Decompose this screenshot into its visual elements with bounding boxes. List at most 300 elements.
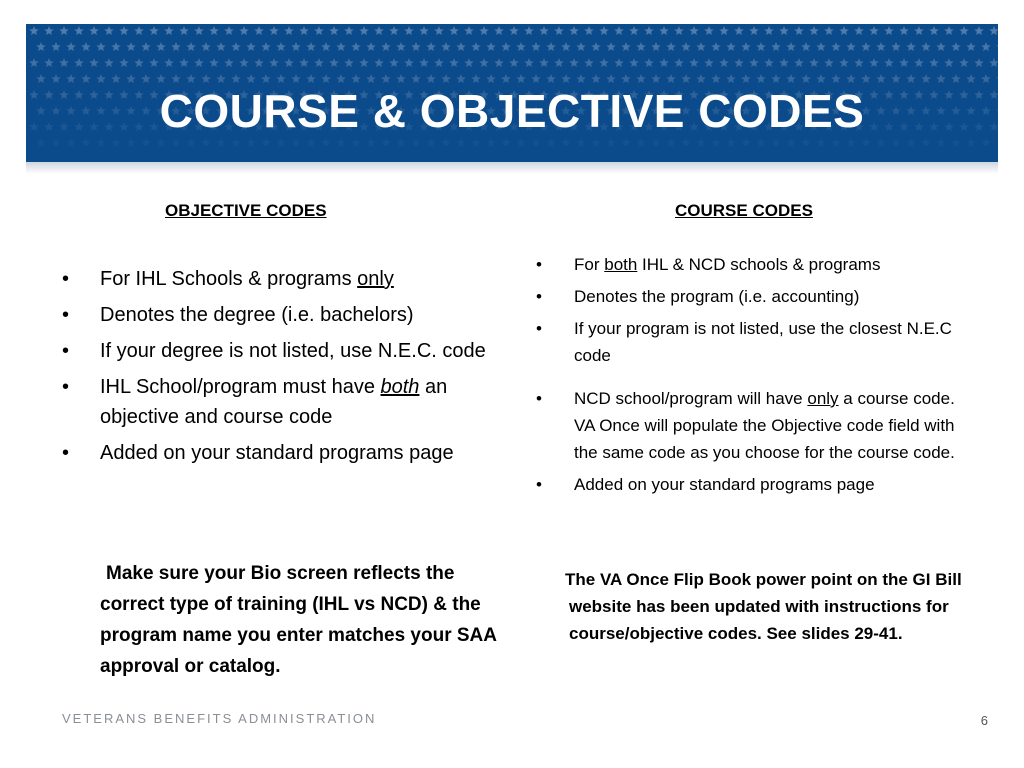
star-icon <box>66 42 76 51</box>
star-icon <box>734 26 744 35</box>
star-icon <box>944 26 954 35</box>
slide-title: COURSE & OBJECTIVE CODES <box>159 85 865 137</box>
star-icon <box>201 42 211 51</box>
star-icon <box>606 42 616 51</box>
star-icon <box>74 58 84 67</box>
star-icon <box>584 58 594 67</box>
star-icon <box>771 42 781 51</box>
star-icon <box>771 74 781 83</box>
star-icon <box>944 58 954 67</box>
star-icon <box>261 42 271 51</box>
star-icon <box>854 26 864 35</box>
star-icon <box>711 42 721 51</box>
star-icon <box>209 58 219 67</box>
star-icon <box>381 138 391 147</box>
star-icon <box>381 74 391 83</box>
list-item: • Denotes the program (i.e. accounting) <box>530 283 960 310</box>
star-icon <box>434 26 444 35</box>
star-icon <box>824 26 834 35</box>
star-icon <box>554 26 564 35</box>
star-icon <box>321 138 331 147</box>
star-icon <box>434 58 444 67</box>
star-icon <box>501 138 511 147</box>
star-icon <box>966 42 976 51</box>
star-icon <box>614 58 624 67</box>
star-icon <box>591 42 601 51</box>
star-icon <box>81 138 91 147</box>
star-icon <box>801 138 811 147</box>
star-icon <box>501 74 511 83</box>
star-icon <box>411 42 421 51</box>
star-icon <box>741 42 751 51</box>
star-icon <box>449 26 459 35</box>
star-icon <box>479 26 489 35</box>
star-icon <box>329 58 339 67</box>
star-icon <box>756 74 766 83</box>
star-icon <box>794 26 804 35</box>
star-icon <box>831 138 841 147</box>
star-icon <box>831 74 841 83</box>
star-icon <box>524 26 534 35</box>
star-icon <box>51 74 61 83</box>
star-icon <box>171 138 181 147</box>
star-icon <box>891 74 901 83</box>
star-icon <box>471 74 481 83</box>
star-icon <box>666 42 676 51</box>
star-icon <box>906 74 916 83</box>
star-icon <box>614 26 624 35</box>
star-icon <box>659 58 669 67</box>
star-icon <box>336 74 346 83</box>
star-icon <box>74 26 84 35</box>
star-icon <box>216 42 226 51</box>
star-icon <box>779 26 789 35</box>
star-icon <box>546 138 556 147</box>
star-icon <box>561 74 571 83</box>
star-icon <box>509 58 519 67</box>
star-icon <box>269 58 279 67</box>
star-icon <box>29 26 39 35</box>
star-icon <box>374 26 384 35</box>
star-icon <box>419 26 429 35</box>
star-icon <box>711 74 721 83</box>
star-icon <box>846 42 856 51</box>
star-icon <box>141 138 151 147</box>
list-item: • Added on your standard programs page <box>530 471 960 498</box>
list-item: • NCD school/program will have only a course code. VA Once will populate the Objective code field with the same code as you choose for the course code. <box>530 385 960 466</box>
star-icon <box>621 138 631 147</box>
star-icon <box>119 26 129 35</box>
star-icon <box>711 138 721 147</box>
star-icon <box>284 26 294 35</box>
footer-organization: VETERANS BENEFITS ADMINISTRATION <box>62 711 377 726</box>
star-icon <box>674 58 684 67</box>
star-icon <box>314 26 324 35</box>
star-icon <box>756 42 766 51</box>
star-icon <box>779 58 789 67</box>
star-icon <box>786 74 796 83</box>
flip-book-note: The VA Once Flip Book power point on the GI Bill website has been updated with instructions for course/objective codes. See slides 29-41. <box>565 570 962 643</box>
star-icon <box>741 74 751 83</box>
star-icon <box>374 58 384 67</box>
star-icon <box>726 138 736 147</box>
star-icon <box>59 26 69 35</box>
list-item: • For both IHL & NCD schools & programs <box>530 251 960 278</box>
star-icon <box>366 42 376 51</box>
star-icon <box>726 74 736 83</box>
star-icon <box>276 42 286 51</box>
star-icon <box>216 74 226 83</box>
star-icon <box>426 74 436 83</box>
star-icon <box>44 26 54 35</box>
star-icon <box>644 58 654 67</box>
star-icon <box>96 138 106 147</box>
star-icon <box>539 58 549 67</box>
star-icon <box>621 42 631 51</box>
star-icon <box>921 138 931 147</box>
star-icon <box>666 138 676 147</box>
list-item: • Denotes the degree (i.e. bachelors) <box>56 300 496 330</box>
star-icon <box>254 58 264 67</box>
star-icon <box>906 138 916 147</box>
star-icon <box>599 58 609 67</box>
star-icon <box>951 42 961 51</box>
star-icon <box>846 138 856 147</box>
star-icon <box>104 58 114 67</box>
star-icon <box>996 138 998 147</box>
star-icon <box>351 42 361 51</box>
star-icon <box>359 26 369 35</box>
star-icon <box>261 138 271 147</box>
star-icon <box>134 58 144 67</box>
star-icon <box>306 42 316 51</box>
star-icon <box>149 58 159 67</box>
star-icon <box>134 26 144 35</box>
star-icon <box>449 58 459 67</box>
star-icon <box>246 74 256 83</box>
star-icon <box>876 74 886 83</box>
star-icon <box>516 138 526 147</box>
star-icon <box>569 58 579 67</box>
star-icon <box>411 74 421 83</box>
star-icon <box>891 42 901 51</box>
star-icon <box>396 74 406 83</box>
star-icon <box>764 26 774 35</box>
star-icon <box>231 138 241 147</box>
course-codes-list <box>530 251 960 503</box>
star-icon <box>186 138 196 147</box>
list-item: • Added on your standard programs page <box>56 438 496 468</box>
star-icon <box>914 58 924 67</box>
star-icon <box>981 74 991 83</box>
star-icon <box>741 138 751 147</box>
banner-shadow <box>26 162 998 174</box>
star-icon <box>314 58 324 67</box>
star-icon <box>261 74 271 83</box>
star-icon <box>891 138 901 147</box>
star-icon <box>366 138 376 147</box>
star-icon <box>126 138 136 147</box>
star-icon <box>524 58 534 67</box>
star-icon <box>906 42 916 51</box>
star-icon <box>171 42 181 51</box>
star-icon <box>764 58 774 67</box>
star-icon <box>246 42 256 51</box>
star-icon <box>126 74 136 83</box>
star-icon <box>336 138 346 147</box>
star-icon <box>749 26 759 35</box>
star-icon <box>899 26 909 35</box>
star-icon <box>749 58 759 67</box>
star-icon <box>569 26 579 35</box>
star-icon <box>996 42 998 51</box>
star-icon <box>306 138 316 147</box>
star-icon <box>989 58 998 67</box>
star-icon <box>209 26 219 35</box>
star-icon <box>51 138 61 147</box>
star-icon <box>531 138 541 147</box>
star-icon <box>81 74 91 83</box>
star-icon <box>869 26 879 35</box>
star-icon <box>966 138 976 147</box>
star-icon <box>839 58 849 67</box>
star-icon <box>329 26 339 35</box>
star-icon <box>411 138 421 147</box>
star-icon <box>29 58 39 67</box>
star-icon <box>359 58 369 67</box>
star-icon <box>344 26 354 35</box>
star-icon <box>89 58 99 67</box>
star-icon <box>509 26 519 35</box>
star-icon <box>156 138 166 147</box>
star-icon <box>786 42 796 51</box>
star-icon <box>141 42 151 51</box>
star-icon <box>299 26 309 35</box>
star-icon <box>719 58 729 67</box>
star-icon <box>381 42 391 51</box>
star-icon <box>854 58 864 67</box>
star-icon <box>876 138 886 147</box>
star-icon <box>681 42 691 51</box>
star-icon <box>269 26 279 35</box>
star-icon <box>576 42 586 51</box>
star-icon <box>66 138 76 147</box>
star-icon <box>111 42 121 51</box>
star-icon <box>651 42 661 51</box>
star-icon <box>861 74 871 83</box>
star-icon <box>869 58 879 67</box>
star-icon <box>981 42 991 51</box>
star-icon <box>794 58 804 67</box>
star-icon <box>756 138 766 147</box>
star-icon <box>96 42 106 51</box>
star-icon <box>419 58 429 67</box>
star-icon <box>321 74 331 83</box>
star-icon <box>914 26 924 35</box>
star-icon <box>666 74 676 83</box>
star-icon <box>771 138 781 147</box>
star-icon <box>456 138 466 147</box>
star-icon <box>396 42 406 51</box>
star-icon <box>321 42 331 51</box>
star-icon <box>464 58 474 67</box>
star-icon <box>426 42 436 51</box>
star-icon <box>546 42 556 51</box>
star-icon <box>591 74 601 83</box>
star-icon <box>531 74 541 83</box>
star-icon <box>801 42 811 51</box>
star-icon <box>156 74 166 83</box>
star-icon <box>441 74 451 83</box>
star-icon <box>839 26 849 35</box>
star-icon <box>861 42 871 51</box>
star-icon <box>546 74 556 83</box>
star-icon <box>584 26 594 35</box>
star-icon <box>471 42 481 51</box>
star-icon <box>171 74 181 83</box>
star-icon <box>149 26 159 35</box>
star-icon <box>441 42 451 51</box>
star-icon <box>734 58 744 67</box>
star-icon <box>366 74 376 83</box>
star-icon <box>696 42 706 51</box>
star-icon <box>861 138 871 147</box>
star-icon <box>66 74 76 83</box>
star-icon <box>974 26 984 35</box>
star-icon <box>516 74 526 83</box>
star-icon <box>164 26 174 35</box>
star-icon <box>929 58 939 67</box>
star-icon <box>696 138 706 147</box>
star-icon <box>104 26 114 35</box>
star-icon <box>441 138 451 147</box>
star-icon <box>689 58 699 67</box>
star-icon <box>306 74 316 83</box>
star-icon <box>651 138 661 147</box>
star-icon <box>201 138 211 147</box>
star-icon <box>89 26 99 35</box>
star-icon <box>36 74 46 83</box>
star-icon <box>876 42 886 51</box>
star-icon <box>494 26 504 35</box>
star-icon <box>816 138 826 147</box>
star-icon <box>224 26 234 35</box>
star-icon <box>239 58 249 67</box>
star-icon <box>351 138 361 147</box>
star-icon <box>111 74 121 83</box>
star-icon <box>186 42 196 51</box>
star-icon <box>486 42 496 51</box>
star-icon <box>494 58 504 67</box>
star-icon <box>816 42 826 51</box>
star-icon <box>696 74 706 83</box>
star-icon <box>276 138 286 147</box>
bio-screen-note: Make sure your Bio screen reflects the correct type of training (IHL vs NCD) & the program name you enter matches your SAA approval or catalog. <box>100 563 497 677</box>
star-icon <box>141 74 151 83</box>
list-item: • IHL School/program must have both an objective and course code <box>56 372 496 432</box>
objective-codes-heading: OBJECTIVE CODES <box>165 201 327 220</box>
star-icon <box>884 26 894 35</box>
star-icon <box>959 58 969 67</box>
star-icon <box>786 138 796 147</box>
star-icon <box>456 74 466 83</box>
star-icon <box>936 74 946 83</box>
star-icon <box>479 58 489 67</box>
star-icon <box>554 58 564 67</box>
star-icon <box>951 74 961 83</box>
star-icon <box>344 58 354 67</box>
star-icon <box>726 42 736 51</box>
star-icon <box>899 58 909 67</box>
star-icon <box>681 74 691 83</box>
star-icon <box>621 74 631 83</box>
star-icon <box>404 58 414 67</box>
page-number: 6 <box>980 713 988 728</box>
star-icon <box>936 138 946 147</box>
star-icon <box>426 138 436 147</box>
star-icon <box>389 58 399 67</box>
star-icon <box>44 58 54 67</box>
star-icon <box>591 138 601 147</box>
star-icon <box>36 138 46 147</box>
star-icon <box>921 42 931 51</box>
star-icon <box>636 74 646 83</box>
star-icon <box>486 138 496 147</box>
star-icon <box>959 26 969 35</box>
star-icon <box>606 74 616 83</box>
star-icon <box>51 42 61 51</box>
star-icon <box>801 74 811 83</box>
star-icon <box>179 26 189 35</box>
star-icon <box>501 42 511 51</box>
star-icon <box>216 138 226 147</box>
star-icon <box>929 26 939 35</box>
star-icon <box>629 26 639 35</box>
star-icon <box>681 138 691 147</box>
list-item: • For IHL Schools & programs only <box>56 264 496 294</box>
star-icon <box>704 26 714 35</box>
star-icon <box>674 26 684 35</box>
list-item: • If your degree is not listed, use N.E.C. code <box>56 336 496 366</box>
star-icon <box>816 74 826 83</box>
star-icon <box>336 42 346 51</box>
star-icon <box>246 138 256 147</box>
star-icon <box>111 138 121 147</box>
star-icon <box>629 58 639 67</box>
star-icon <box>846 74 856 83</box>
star-icon <box>974 58 984 67</box>
star-icon <box>884 58 894 67</box>
star-icon <box>231 42 241 51</box>
star-icon <box>224 58 234 67</box>
star-icon <box>719 26 729 35</box>
star-icon <box>951 138 961 147</box>
star-icon <box>606 138 616 147</box>
star-icon <box>636 42 646 51</box>
star-icon <box>164 58 174 67</box>
star-icon <box>194 26 204 35</box>
star-icon <box>636 138 646 147</box>
star-icon <box>921 74 931 83</box>
star-icon <box>576 138 586 147</box>
star-icon <box>186 74 196 83</box>
star-icon <box>404 26 414 35</box>
star-icon <box>231 74 241 83</box>
star-icon <box>996 74 998 83</box>
star-icon <box>966 74 976 83</box>
star-icon <box>516 42 526 51</box>
objective-codes-list <box>56 264 496 474</box>
